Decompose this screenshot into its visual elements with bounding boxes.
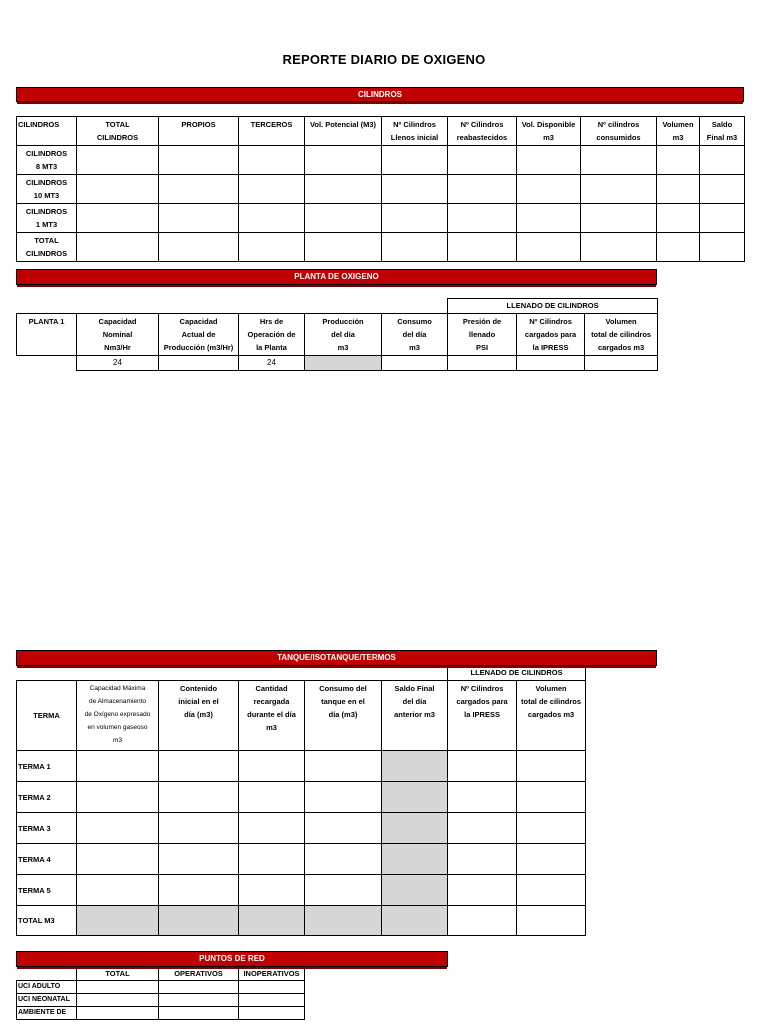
data-cell[interactable] [448, 233, 517, 262]
data-cell[interactable] [657, 233, 700, 262]
data-cell[interactable] [239, 1007, 305, 1020]
tanque-row-label: TERMA 2 [17, 782, 77, 813]
data-cell[interactable] [517, 204, 581, 233]
planta-value-cell[interactable] [517, 356, 585, 371]
data-cell[interactable] [657, 146, 700, 175]
data-cell[interactable] [517, 844, 586, 875]
data-cell[interactable] [159, 204, 239, 233]
header-line: m3 [337, 343, 349, 352]
data-cell[interactable] [159, 146, 239, 175]
data-cell[interactable] [159, 233, 239, 262]
data-cell[interactable] [382, 233, 448, 262]
data-cell[interactable] [239, 981, 305, 994]
header-line: cargados m3 [527, 710, 575, 719]
data-cell[interactable] [77, 844, 159, 875]
planta-banner: PLANTA DE OXIGENO [16, 269, 657, 285]
header-line: Hrs de [259, 317, 284, 326]
data-cell[interactable] [305, 233, 382, 262]
cilindros-header-cell [517, 117, 581, 146]
cilindros-banner: CILINDROS [16, 87, 744, 102]
data-cell[interactable] [159, 813, 239, 844]
header-line: Volumen [535, 684, 567, 693]
data-cell[interactable] [448, 875, 517, 906]
table-row [17, 844, 586, 875]
data-cell[interactable] [305, 782, 382, 813]
data-cell[interactable] [382, 844, 448, 875]
planta-header-cell [159, 314, 239, 356]
header-line: Nº Cilindros [393, 120, 436, 129]
puntos-header-cell: OPERATIVOS [159, 967, 239, 981]
data-cell[interactable] [239, 906, 305, 936]
data-cell[interactable] [517, 233, 581, 262]
data-cell[interactable] [239, 233, 305, 262]
table-row [17, 981, 305, 994]
tanque-header-cell [239, 681, 305, 751]
data-cell[interactable] [448, 146, 517, 175]
cilindros-table [16, 116, 745, 262]
planta-header-cell [239, 314, 305, 356]
header-line: Nº Cilindros [460, 684, 504, 693]
table-row [17, 751, 586, 782]
cilindros-header-cell [448, 117, 517, 146]
header-line: Vol. Potencial (M3) [309, 120, 377, 129]
cilindros-header-cell [581, 117, 657, 146]
data-cell[interactable] [305, 146, 382, 175]
data-cell[interactable] [159, 1007, 239, 1020]
data-cell[interactable] [239, 146, 305, 175]
header-line: Capacidad Máxima [89, 685, 146, 692]
header-line: CILINDROS [25, 207, 68, 216]
data-cell[interactable] [305, 175, 382, 204]
planta-header-cell [77, 314, 159, 356]
data-cell[interactable] [517, 906, 586, 936]
data-cell[interactable] [305, 813, 382, 844]
data-cell[interactable] [305, 875, 382, 906]
puntos-header-cell [17, 967, 77, 981]
header-line: cargados m3 [597, 343, 645, 352]
data-cell[interactable] [77, 981, 159, 994]
header-line: Consumo del [319, 684, 367, 693]
cilindros-row-label [17, 204, 77, 233]
planta-value-cell[interactable]: 24 [77, 356, 159, 371]
header-line: CILINDROS [25, 178, 68, 187]
planta-header-cell [305, 314, 382, 356]
header-line: PSI [476, 343, 489, 352]
cilindros-header-cell [657, 117, 700, 146]
planta-value-blank [17, 356, 77, 371]
puntos-row-label: AMBIENTE DE [17, 1007, 77, 1020]
data-cell[interactable] [239, 994, 305, 1007]
report-title: REPORTE DIARIO DE OXIGENO [282, 52, 486, 67]
data-cell[interactable] [77, 233, 159, 262]
data-cell[interactable] [159, 906, 239, 936]
data-cell[interactable] [77, 204, 159, 233]
header-line: cargados para [524, 330, 577, 339]
data-cell[interactable] [382, 813, 448, 844]
data-cell[interactable] [159, 981, 239, 994]
data-cell[interactable] [382, 875, 448, 906]
data-cell[interactable] [382, 146, 448, 175]
data-cell[interactable] [448, 906, 517, 936]
data-cell[interactable] [700, 175, 745, 204]
header-line: m3 [543, 133, 554, 142]
header-line: inicial en el [178, 697, 219, 706]
header-line: Saldo [711, 120, 733, 129]
data-cell[interactable] [159, 175, 239, 204]
header-line: anterior m3 [394, 710, 435, 719]
header-line: del día [402, 330, 427, 339]
header-line: m3 [409, 343, 420, 352]
header-line: PROPIOS [181, 120, 216, 129]
header-line: durante el día [247, 710, 296, 719]
data-cell[interactable] [382, 782, 448, 813]
header-line: 1 MT3 [35, 220, 58, 229]
tanque-row-label: TERMA 3 [17, 813, 77, 844]
tanque-table [16, 665, 586, 936]
cilindros-row-label [17, 233, 77, 262]
header-line: Nm3/Hr [104, 343, 131, 352]
header-line: tanque en el [321, 697, 365, 706]
planta-value-cell[interactable]: 24 [239, 356, 305, 371]
cilindros-row-label [17, 175, 77, 204]
table-row [17, 906, 586, 936]
header-line: día (m3) [328, 710, 358, 719]
data-cell[interactable] [159, 844, 239, 875]
tanque-row-label: TERMA 1 [17, 751, 77, 782]
data-cell[interactable] [448, 782, 517, 813]
table-row [17, 175, 745, 204]
data-cell[interactable] [517, 875, 586, 906]
header-line: Contenido [179, 684, 218, 693]
header-line: Volumen [605, 317, 637, 326]
data-cell[interactable] [382, 204, 448, 233]
cilindros-header-cell [159, 117, 239, 146]
header-line: total de cilindros [591, 330, 652, 339]
header-line: de Almacenamiento [88, 698, 147, 705]
tanque-row-label: TERMA 4 [17, 844, 77, 875]
header-line: Cantidad [255, 684, 288, 693]
puntos-banner: PUNTOS DE RED [16, 951, 448, 967]
header-line: Nominal [102, 330, 133, 339]
data-cell[interactable] [239, 844, 305, 875]
data-cell[interactable] [657, 175, 700, 204]
header-line: en volumen gaseoso [87, 724, 148, 731]
tanque-header-cell [448, 681, 517, 751]
table-row [17, 813, 586, 844]
data-cell[interactable] [305, 204, 382, 233]
header-line: TOTAL [34, 236, 59, 245]
tanque-header-cell [77, 681, 159, 751]
header-line: Nº Cilindros [529, 317, 572, 326]
header-line: TERMA [33, 711, 60, 720]
planta-value-cell[interactable] [305, 356, 382, 371]
table-row [17, 233, 745, 262]
header-line: la IPRESS [532, 343, 569, 352]
header-line: recargada [253, 697, 290, 706]
planta-value-cell[interactable] [585, 356, 658, 371]
data-cell[interactable] [657, 204, 700, 233]
cilindros-header-cell [239, 117, 305, 146]
header-line: cargados para [456, 697, 508, 706]
puntos-header-cell: TOTAL [77, 967, 159, 981]
header-line: m3 [672, 133, 684, 142]
puntos-row-label: UCI ADULTO [17, 981, 77, 994]
header-line: Vol. Disponible [521, 120, 576, 129]
header-line: 8 MT3 [35, 162, 58, 171]
planta-value-cell[interactable] [448, 356, 517, 371]
data-cell[interactable] [239, 751, 305, 782]
data-cell[interactable] [239, 875, 305, 906]
data-cell[interactable] [159, 875, 239, 906]
data-cell[interactable] [448, 204, 517, 233]
data-cell[interactable] [239, 782, 305, 813]
header-line: m3 [266, 723, 277, 732]
data-cell[interactable] [517, 813, 586, 844]
tanque-row-label: TOTAL M3 [17, 906, 77, 936]
header-line: reabastecidos [456, 133, 508, 142]
data-cell[interactable] [77, 875, 159, 906]
header-line: Capacidad [179, 317, 218, 326]
cilindros-header-cell [382, 117, 448, 146]
data-cell[interactable] [77, 751, 159, 782]
data-cell[interactable] [159, 994, 239, 1007]
planta-table [16, 298, 658, 371]
header-line: CILINDROS [25, 149, 68, 158]
header-line: de Oxígeno expresado [84, 711, 151, 718]
planta-header-cell [517, 314, 585, 356]
cilindros-row-label [17, 146, 77, 175]
data-cell[interactable] [77, 906, 159, 936]
data-cell[interactable] [581, 233, 657, 262]
table-row [17, 994, 305, 1007]
header-line: CILINDROS [25, 249, 68, 258]
data-cell[interactable] [239, 204, 305, 233]
data-cell[interactable] [517, 782, 586, 813]
planta-value-cell[interactable] [159, 356, 239, 371]
header-line: CILINDROS [96, 133, 139, 142]
tanque-header-cell [159, 681, 239, 751]
header-line: Presión de [462, 317, 502, 326]
header-line: Nº Cilindros [460, 120, 504, 129]
header-line: Producción [322, 317, 364, 326]
planta-header-cell [585, 314, 658, 356]
tanque-header-cell [305, 681, 382, 751]
cilindros-header-cell [77, 117, 159, 146]
data-cell[interactable] [305, 906, 382, 936]
planta-header-cell [17, 314, 77, 356]
data-cell[interactable] [382, 175, 448, 204]
header-line: consumidos [596, 133, 641, 142]
header-line: Final m3 [706, 133, 738, 142]
cilindros-header-cell [305, 117, 382, 146]
header-line: TOTAL [105, 120, 130, 129]
header-line: Operación de [247, 330, 296, 339]
cilindros-header-cell [700, 117, 745, 146]
puntos-header-cell: INOPERATIVOS [239, 967, 305, 981]
header-line: PLANTA 1 [28, 317, 65, 326]
header-line: del día [402, 697, 427, 706]
header-line: Volumen [662, 120, 694, 129]
header-line: CILINDROS [18, 120, 60, 129]
header-line: total de cilindros [521, 697, 582, 706]
header-line: llenado [468, 330, 496, 339]
header-line: Saldo Final [394, 684, 435, 693]
data-cell[interactable] [448, 751, 517, 782]
header-line: la Planta [256, 343, 287, 352]
data-cell[interactable] [239, 175, 305, 204]
header-line: m3 [112, 737, 123, 744]
data-cell[interactable] [77, 994, 159, 1007]
data-cell[interactable] [77, 782, 159, 813]
data-cell[interactable] [700, 233, 745, 262]
data-cell[interactable] [382, 751, 448, 782]
data-cell[interactable] [77, 1007, 159, 1020]
table-row [17, 146, 745, 175]
header-line: Capacidad [98, 317, 137, 326]
table-row [17, 875, 586, 906]
table-row [17, 1007, 305, 1020]
header-line: TERCEROS [250, 120, 293, 129]
data-cell[interactable] [239, 813, 305, 844]
puntos-row-label: UCI NEONATAL [17, 994, 77, 1007]
header-line: del día [331, 330, 355, 339]
data-cell[interactable] [700, 204, 745, 233]
data-cell[interactable] [448, 175, 517, 204]
header-line: día (m3) [184, 710, 213, 719]
data-cell[interactable] [159, 782, 239, 813]
header-line: 10 MT3 [33, 191, 60, 200]
header-line: Consumo [397, 317, 432, 326]
data-cell[interactable] [159, 751, 239, 782]
tanque-header-cell [517, 681, 586, 751]
data-cell[interactable] [305, 751, 382, 782]
data-cell[interactable] [77, 146, 159, 175]
header-line: Actual de [181, 330, 216, 339]
puntos-table [16, 966, 305, 1020]
data-cell[interactable] [581, 204, 657, 233]
planta-header-cell [382, 314, 448, 356]
header-line: la IPRESS [464, 710, 500, 719]
tanque-header-cell [17, 681, 77, 751]
data-cell[interactable] [448, 844, 517, 875]
table-row [17, 782, 586, 813]
data-cell[interactable] [581, 146, 657, 175]
tanque-group-header: LLENADO DE CILINDROS [448, 666, 586, 681]
tanque-row-label: TERMA 5 [17, 875, 77, 906]
data-cell[interactable] [77, 813, 159, 844]
data-cell[interactable] [581, 175, 657, 204]
data-cell[interactable] [517, 751, 586, 782]
data-cell[interactable] [517, 146, 581, 175]
header-line: Llenos inicial [390, 133, 439, 142]
data-cell[interactable] [77, 175, 159, 204]
planta-value-cell[interactable] [382, 356, 448, 371]
header-line: Nº cilindros [597, 120, 640, 129]
data-cell[interactable] [382, 906, 448, 936]
planta-group-header: LLENADO DE CILINDROS [448, 299, 658, 314]
cilindros-header-cell [17, 117, 77, 146]
tanque-header-cell [382, 681, 448, 751]
data-cell[interactable] [305, 844, 382, 875]
data-cell[interactable] [700, 146, 745, 175]
data-cell[interactable] [517, 175, 581, 204]
header-line: Producción (m3/Hr) [163, 343, 234, 352]
tanque-banner: TANQUE/ISOTANQUE/TERMOS [16, 650, 657, 666]
planta-header-cell [448, 314, 517, 356]
data-cell[interactable] [448, 813, 517, 844]
table-row [17, 204, 745, 233]
